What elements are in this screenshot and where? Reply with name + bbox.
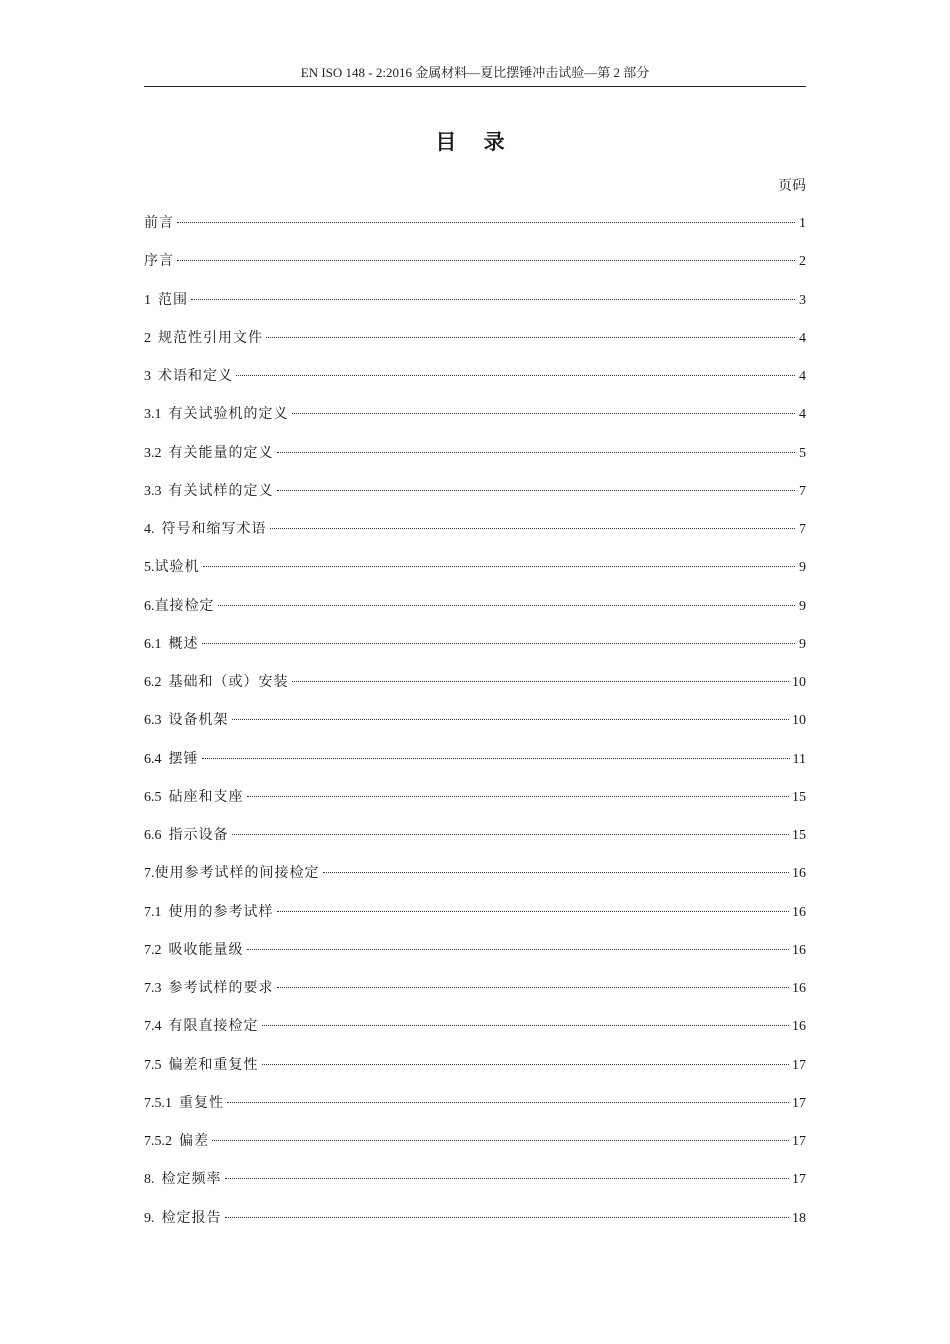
toc-dot-leader [292,413,796,414]
toc-entry-title: 直接检定 [154,597,215,614]
toc-entry-title: 有限直接检定 [168,1018,259,1035]
toc-entry-number: 7.1 [144,904,169,920]
toc-entry[interactable] [144,709,806,747]
toc-entry[interactable] [144,442,806,480]
toc-entry-title: 术语和定义 [158,368,233,384]
toc-dot-leader [262,1064,790,1065]
toc-dot-leader [277,490,796,491]
toc-entry-page: 11 [792,751,806,767]
toc-entry-number: 3.3 [144,483,169,499]
toc-entry-title: 设备机架 [168,712,229,729]
toc-entry[interactable] [144,1130,806,1168]
toc-entry[interactable] [144,327,806,365]
toc-entry[interactable] [144,824,806,862]
toc-entry[interactable] [144,977,806,1015]
toc-entry-title: 使用的参考试样 [168,903,274,920]
toc-entry-number: 6.6 [144,828,169,843]
toc-entry[interactable] [144,250,806,288]
toc-entry-number: 7. [144,866,155,882]
toc-entry-title: 概述 [168,635,199,652]
toc-entry-page: 9 [799,598,806,614]
toc-dot-leader [232,719,790,720]
page-column-label: 页码 [778,178,806,194]
toc-entry-title: 偏差和重复性 [168,1056,259,1073]
table-of-contents [144,212,806,1245]
toc-entry-page: 18 [792,1210,806,1226]
toc-entry-page: 2 [799,254,806,270]
toc-dot-leader [202,758,790,759]
toc-entry-page: 16 [792,904,806,920]
toc-entry-page: 1 [799,216,806,231]
toc-dot-leader [191,299,795,300]
toc-entry-number: 6.3 [144,713,169,729]
toc-entry[interactable] [144,1168,806,1206]
toc-entry-title: 规范性引用文件 [158,329,263,346]
toc-dot-leader [227,1102,789,1103]
toc-entry[interactable] [144,1092,806,1130]
toc-entry-number: 3.2 [144,445,169,461]
toc-entry[interactable] [144,748,806,786]
toc-entry-number: 7.2 [144,942,169,958]
running-header: EN ISO 148 - 2:2016 金属材料—夏比摆锤冲击试验—第 2 部分 [300,65,650,80]
toc-entry-number: 6.2 [144,675,169,690]
toc-dot-leader [202,643,796,644]
toc-dot-leader [270,528,796,529]
toc-entry-title: 偏差 [179,1133,209,1149]
toc-entry[interactable] [144,1207,806,1245]
toc-entry-title: 检定频率 [161,1171,222,1188]
toc-entry-page: 10 [792,713,806,729]
toc-entry[interactable] [144,480,806,518]
toc-entry-page: 9 [799,636,806,652]
toc-entry[interactable] [144,212,806,250]
toc-entry[interactable] [144,403,806,441]
toc-entry-number: 7.5 [144,1057,169,1073]
toc-dot-leader [247,796,790,797]
toc-entry-number: 3 [144,369,158,384]
toc-entry-title: 符号和缩写术语 [161,521,267,537]
toc-dot-leader [225,1178,790,1179]
page-title: 目 录 [435,130,515,154]
toc-dot-leader [262,1025,790,1026]
toc-entry-title: 有关试验机的定义 [168,406,289,423]
toc-dot-leader [277,911,790,912]
toc-entry-number: 3.1 [144,407,169,423]
toc-dot-leader [277,452,796,453]
toc-entry[interactable] [144,556,806,594]
toc-entry[interactable] [144,862,806,900]
toc-entry[interactable] [144,1015,806,1053]
toc-entry-page: 7 [799,522,806,537]
toc-dot-leader [218,605,796,606]
toc-dot-leader [236,375,795,376]
toc-entry-page: 17 [792,1134,806,1149]
toc-entry-page: 9 [799,560,806,576]
toc-entry-number: 2 [144,330,158,346]
toc-dot-leader [277,987,790,988]
toc-entry-page: 4 [799,330,806,346]
toc-entry-number: 4. [144,522,162,537]
toc-dot-leader [177,260,795,261]
header-divider [144,86,806,87]
toc-entry[interactable] [144,595,806,633]
toc-dot-leader [292,681,790,682]
toc-entry-number: 6.5 [144,789,169,805]
toc-entry-page: 16 [792,866,806,882]
toc-entry-title: 试验机 [154,559,200,576]
toc-entry-number: 6. [144,598,155,614]
toc-entry-page: 4 [799,407,806,423]
toc-entry-number: 7.5.2 [144,1134,179,1149]
toc-entry-number: 6.4 [144,751,169,767]
toc-entry-number: 7.3 [144,981,169,996]
toc-entry-title: 有关能量的定义 [168,444,274,461]
toc-entry-number: 9. [144,1210,162,1226]
toc-entry-page: 5 [799,445,806,461]
toc-entry-number: 7.5.1 [144,1095,179,1111]
toc-entry-page: 17 [792,1172,806,1188]
toc-entry[interactable] [144,901,806,939]
toc-entry-title: 参考试样的要求 [168,980,274,996]
toc-entry-title: 基础和（或）安装 [168,674,289,690]
toc-entry-title: 有关试样的定义 [168,482,274,499]
toc-entry-page: 16 [792,942,806,958]
toc-entry-page: 16 [792,981,806,996]
toc-dot-leader [232,834,790,835]
toc-entry-number: 7.4 [144,1019,169,1035]
toc-entry-title: 吸收能量级 [168,941,244,958]
toc-entry-title: 使用参考试样的间接检定 [154,865,320,882]
toc-entry[interactable] [144,289,806,327]
toc-entry-number: 8. [144,1172,162,1188]
toc-entry[interactable] [144,939,806,977]
toc-dot-leader [323,872,790,873]
toc-entry-page: 10 [792,675,806,690]
toc-entry-number: 5. [144,560,155,576]
toc-entry[interactable] [144,365,806,403]
toc-entry-page: 3 [799,292,806,308]
toc-entry-title: 范围 [158,291,188,308]
toc-entry[interactable] [144,671,806,709]
toc-entry[interactable] [144,786,806,824]
toc-entry[interactable] [144,518,806,556]
toc-dot-leader [266,337,795,338]
toc-entry[interactable] [144,1054,806,1092]
toc-dot-leader [212,1140,789,1141]
toc-dot-leader [247,949,790,950]
toc-entry-page: 7 [799,483,806,499]
toc-entry-title: 序言 [144,253,174,270]
toc-entry-title: 砧座和支座 [168,788,244,805]
toc-entry[interactable] [144,633,806,671]
toc-dot-leader [225,1217,790,1218]
toc-entry-number: 1 [144,292,158,308]
toc-entry-title: 前言 [144,215,174,231]
toc-entry-title: 重复性 [179,1094,224,1111]
toc-entry-page: 16 [792,1019,806,1035]
toc-entry-page: 4 [799,369,806,384]
toc-entry-number: 6.1 [144,636,169,652]
toc-entry-title: 检定报告 [161,1209,222,1226]
toc-entry-page: 17 [792,1057,806,1073]
toc-entry-page: 17 [792,1095,806,1111]
toc-entry-title: 指示设备 [168,827,229,843]
toc-entry-page: 15 [792,789,806,805]
toc-dot-leader [203,566,796,567]
toc-dot-leader [177,222,795,223]
toc-entry-page: 15 [792,828,806,843]
toc-entry-title: 摆锤 [168,750,199,767]
